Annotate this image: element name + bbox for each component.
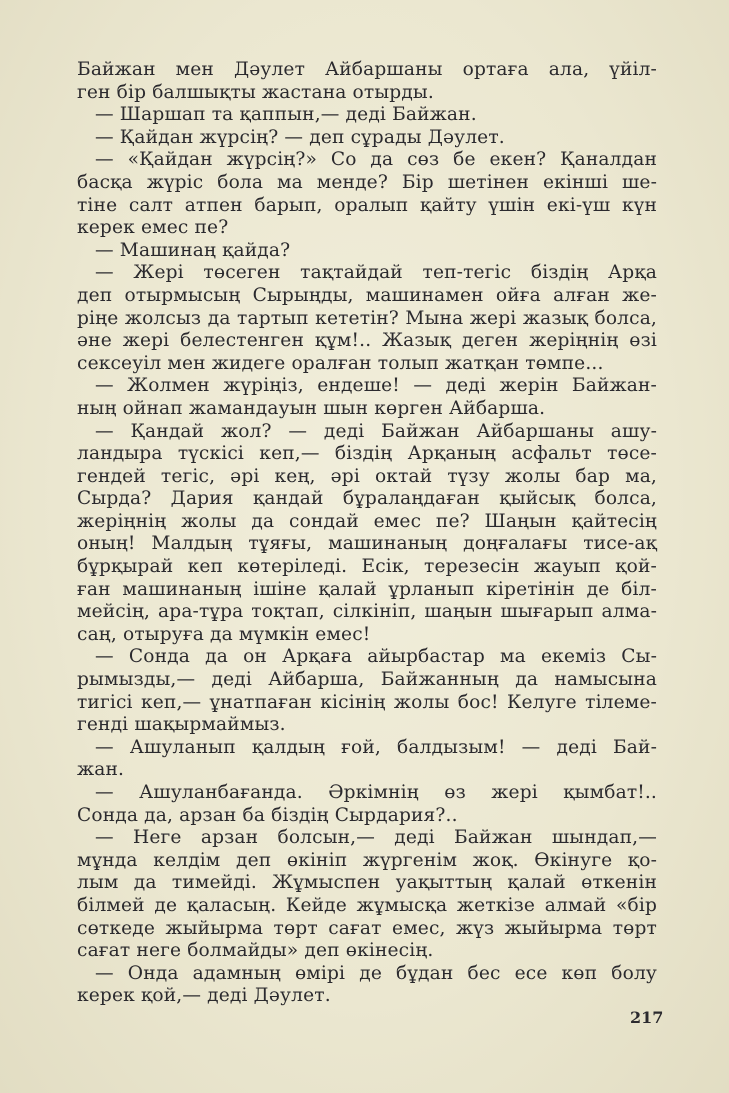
text-line: басқа жүріс бола ма менде? Бір шетінен екінші ше- [77, 171, 657, 193]
text-line: Сонда да, арзан ба біздің Сырдария?.. [77, 804, 458, 826]
text-line: ландыра түскісі кеп,— біздің Арқаның асфальт төсе- [77, 443, 657, 465]
text-line: мұнда келдім деп өкініп жүргенім жоқ. Өкінуге қо- [77, 849, 657, 871]
text-line: Сырда? Дария қандай бұралаңдаған қыйсық болса, [77, 488, 657, 510]
text-line: ріңе жолсыз да тартып кететін? Мына жері жазық болса, [77, 307, 657, 329]
text-line: ған машинаның ішіне қалай ұрланып кіретінін де біл- [77, 578, 657, 600]
text-line: жан. [77, 759, 125, 781]
text-line: ген бір балшықты жастана отырды. [77, 81, 434, 103]
text-line: — Шаршап та қаппын,— деді Байжан. [95, 104, 477, 126]
text-line: оның! Малдың тұяғы, машинаның доңғалағы тисе-ақ [77, 533, 657, 555]
text-line: — Жолмен жүріңіз, ендеше! — деді жерін Байжан- [95, 375, 657, 397]
text-line: — Ашуланбағанда. Әркімнің өз жері қымбат!.. [95, 782, 657, 803]
text-line: гендей тегіс, әрі кең, әрі октай түзу жолы бар ма, [77, 465, 657, 487]
text-line: — Сонда да он Арқаға айырбастар ма екеміз Сы- [95, 646, 657, 668]
text-line: жеріңнің жолы да сондай емес пе? Шаңын қайтесің [77, 510, 657, 532]
text-line: саң, отыруға да мүмкін емес! [77, 623, 371, 645]
text-line: — Машинаң қайда? [95, 239, 291, 261]
text-line: әне жері белестенген құм!.. Жазық деген жеріңнің өзі [77, 330, 657, 352]
page-number: 217 [630, 1008, 664, 1027]
text-line: лым да тимейді. Жұмыспен уақыттың қалай өткенін [77, 872, 657, 894]
text-line: мейсің, ара-тұра тоқтап, сілкініп, шаңын шығарып алма- [77, 601, 657, 623]
text-line: — Неге арзан болсын,— деді Байжан шындап,— [95, 827, 657, 849]
text-line: тіне салт атпен барып, оралып қайту үшін екі-үш күн [77, 194, 657, 216]
text-line: — Онда адамның өмірі де бұдан бес есе көп болу [95, 962, 657, 984]
text-line: — «Қайдан жүрсің?» Со да сөз бе екен? Қаналдан [95, 149, 657, 171]
text-line: сексеуіл мен жидеге оралған толып жатқан төмпе... [77, 352, 604, 374]
text-line: — Қандай жол? — деді Байжан Айбаршаны ашу- [95, 420, 657, 442]
text-line: — Жері төсеген тақтайдай теп-тегіс біздің Арқа [95, 262, 657, 284]
text-line: керек қой,— деді Дәулет. [77, 985, 331, 1007]
text-line: сөткеде жыйырма төрт сағат емес, жүз жыйырма төрт [77, 917, 657, 939]
text-line: бұрқырай кеп көтеріледі. Есік, терезесін жауып қой- [77, 556, 657, 578]
text-line: деп отырмысың Сырыңды, машинамен ойға алған же- [77, 284, 657, 306]
text-line: — Ашуланып қалдың ғой, балдызым! — деді Бай- [95, 736, 657, 758]
text-line: — Қайдан жүрсің? — деп сұрады Дәулет. [95, 126, 505, 148]
text-line: Байжан мен Дәулет Айбаршаны ортаға ала, үйіл- [77, 59, 657, 80]
text-line: сағат неге болмайды» деп өкінесің. [77, 940, 434, 962]
text-line: генді шақырмаймыз. [77, 714, 286, 736]
body-text [77, 59, 657, 1008]
text-line: тигісі кеп,— ұнатпаған кісінің жолы бос! Келуге тілеме- [77, 691, 657, 713]
text-line: керек емес пе? [77, 217, 229, 239]
text-line: рымызды,— деді Айбарша, Байжанның да намысына [77, 669, 657, 691]
text-line: білмей де қаласың. Кейде жұмысқа жеткізе алмай «бір [77, 894, 657, 916]
text-line: ның ойнап жамандауын шын көрген Айбарша. [77, 397, 546, 419]
